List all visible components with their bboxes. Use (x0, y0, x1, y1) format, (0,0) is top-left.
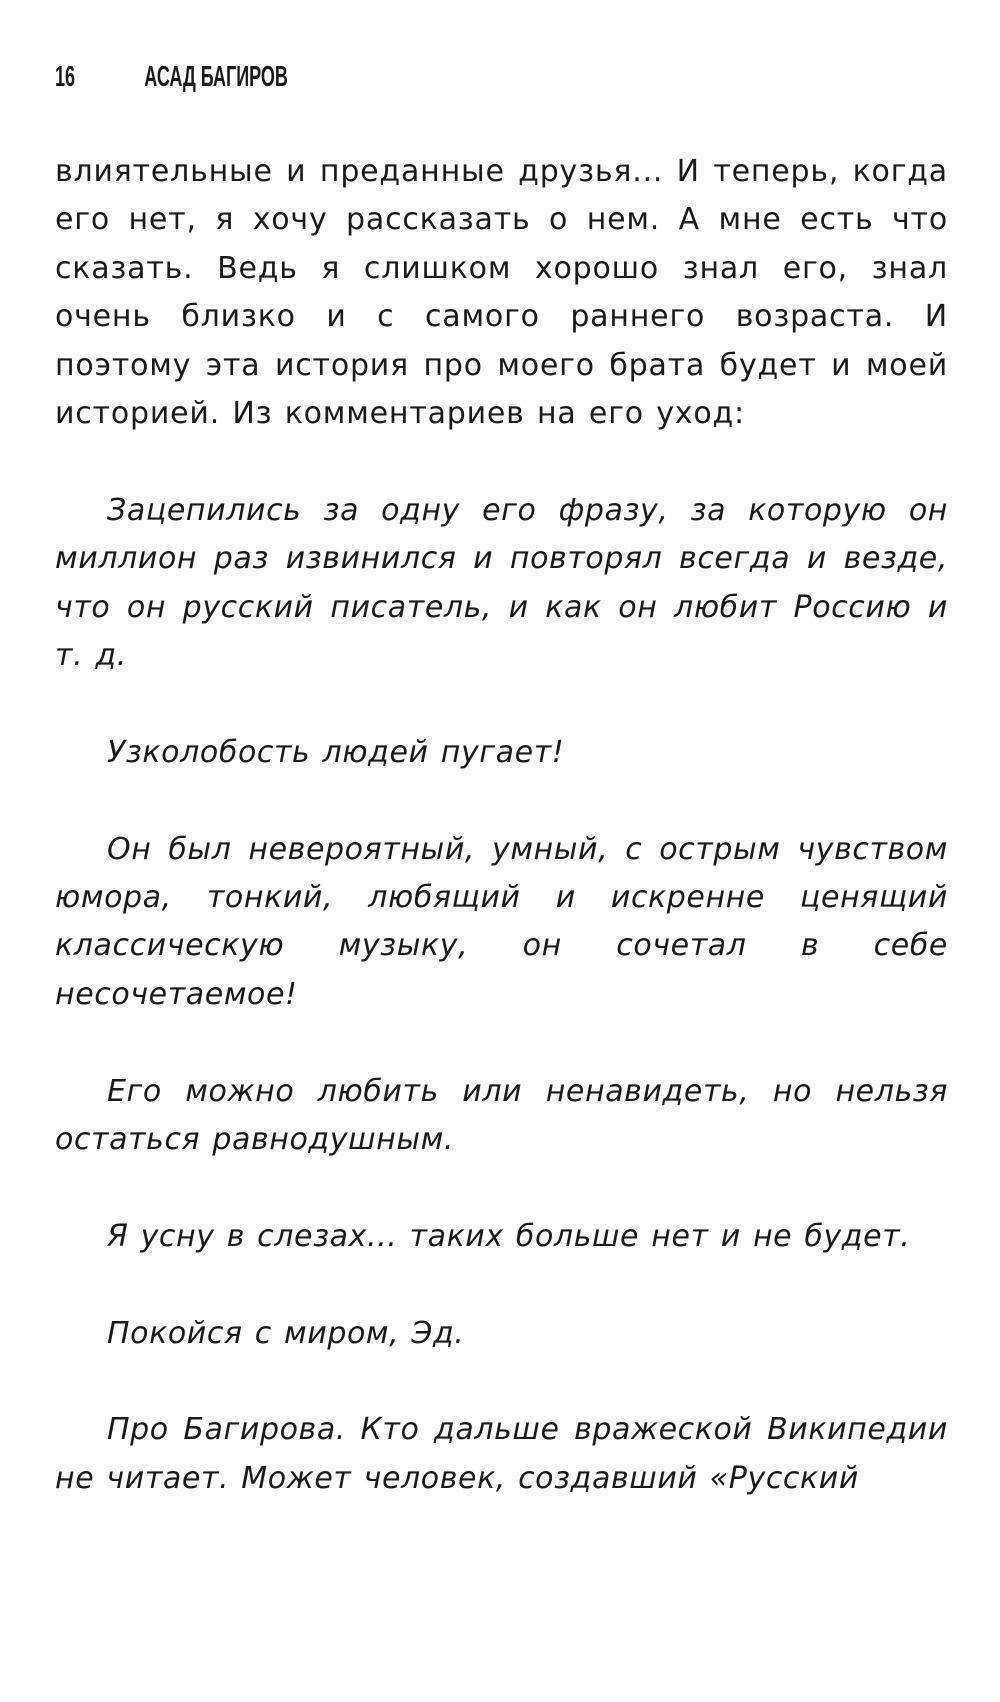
page-number: 16 (55, 60, 76, 93)
quote-paragraph: Узколобость людей пугает! (107, 734, 565, 770)
quote-paragraph: Зацепились за одну его фразу, за которую он миллион раз извинился и повторял всегда и везде, что он русский писатель, и как он любит Россию и т. д. (55, 492, 948, 674)
body-text (55, 148, 948, 1503)
quote-paragraph: Про Багирова. Кто дальше вражеской Википедии не читает. Может человек, создавший «Русский (55, 1412, 948, 1496)
quote-paragraph: Его можно любить или ненавидеть, но нельзя остаться равнодушным. (55, 1073, 948, 1158)
quote-paragraph: Я усну в слезах... таких больше нет и не будет. (107, 1218, 911, 1254)
running-title: АСАД БАГИРОВ (144, 60, 288, 93)
page-header (55, 52, 288, 102)
quote-paragraph: Он был невероятный, умный, с острым чувством юмора, тонкий, любящий и искренне ценящий классическую музыку, он сочетал в себе несочетаемое! (55, 831, 948, 1012)
intro-paragraph: влиятельные и преданные друзья... И теперь, когда его нет, я хочу рассказать о нем. А мне есть что сказать. Ведь я слишком хорошо знал его, знал очень близко и с самого раннего возраста. И поэтому эта история про моего брата будет и моей историей. Из комментариев на его уход: (55, 154, 948, 432)
quote-paragraph: Покойся с миром, Эд. (107, 1315, 465, 1351)
